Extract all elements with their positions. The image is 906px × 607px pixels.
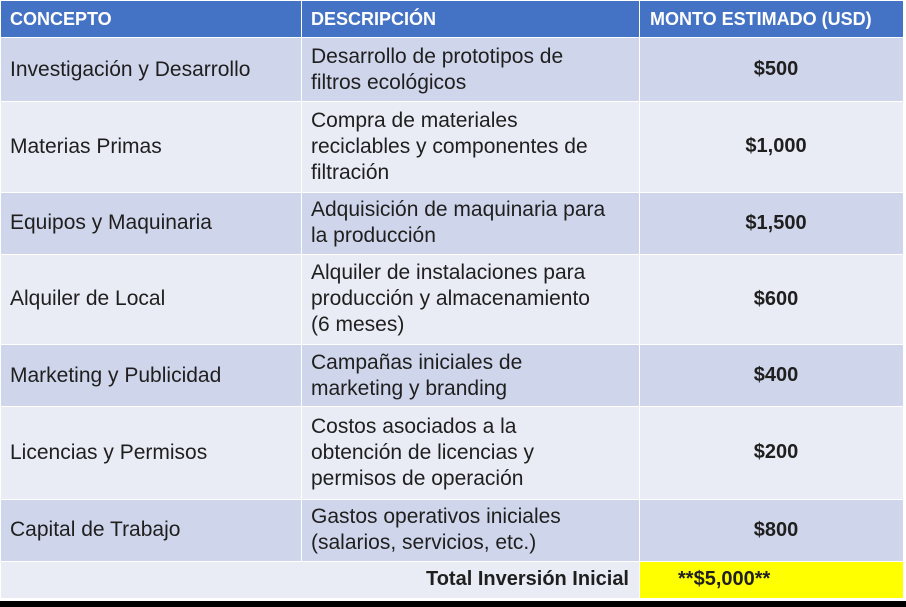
- header-description: DESCRIPCIÓN: [302, 1, 640, 38]
- description-line: filtros ecológicos: [311, 70, 467, 94]
- amount-cell: $1,000: [640, 102, 904, 192]
- concept-cell: Materias Primas: [1, 102, 302, 192]
- description-line: Adquisición de maquinaria para: [311, 198, 606, 222]
- amount-cell: $600: [640, 254, 904, 344]
- description-line: Desarrollo de prototipos de: [311, 44, 564, 68]
- total-label: Total Inversión Inicial: [1, 561, 640, 598]
- amount-cell: $800: [640, 499, 904, 561]
- table-row: [1, 102, 904, 192]
- concept-cell: Alquiler de Local: [1, 254, 302, 344]
- description-line: Alquiler de instalaciones para: [311, 261, 586, 285]
- description-cell: [302, 192, 640, 254]
- amount-cell: $500: [640, 38, 904, 102]
- description-line: (salarios, servicios, etc.): [311, 531, 537, 555]
- table-row: [1, 407, 904, 499]
- concept-cell: Investigación y Desarrollo: [1, 38, 302, 102]
- concept-cell: Licencias y Permisos: [1, 407, 302, 499]
- table-row: [1, 192, 904, 254]
- table-row: [1, 345, 904, 407]
- table-row: [1, 499, 904, 561]
- description-line: filtración: [311, 160, 390, 184]
- description-line: obtención de licencias y: [311, 440, 534, 464]
- total-row: [1, 561, 904, 598]
- description-line: Gastos operativos iniciales: [311, 505, 561, 529]
- description-line: permisos de operación: [311, 466, 524, 490]
- description-line: (6 meses): [311, 313, 405, 337]
- description-line: reciclables y componentes de: [311, 134, 588, 158]
- description-cell: [302, 407, 640, 499]
- description-line: la producción: [311, 224, 436, 248]
- amount-cell: $400: [640, 345, 904, 407]
- concept-cell: Capital de Trabajo: [1, 499, 302, 561]
- description-cell: [302, 102, 640, 192]
- amount-cell: $200: [640, 407, 904, 499]
- concept-cell: Equipos y Maquinaria: [1, 192, 302, 254]
- description-cell: [302, 499, 640, 561]
- description-cell: [302, 38, 640, 102]
- description-line: Campañas iniciales de: [311, 350, 523, 374]
- description-line: Compra de materiales: [311, 108, 518, 132]
- bottom-border-line: [0, 601, 906, 607]
- table-row: [1, 38, 904, 102]
- description-cell: [302, 254, 640, 344]
- description-line: Costos asociados a la: [311, 414, 517, 438]
- description-line: marketing y branding: [311, 376, 508, 400]
- description-line: producción y almacenamiento: [311, 287, 590, 311]
- table-row: [1, 254, 904, 344]
- concept-cell: Marketing y Publicidad: [1, 345, 302, 407]
- description-cell: [302, 345, 640, 407]
- total-value: **$5,000**: [640, 561, 904, 598]
- header-amount: MONTO ESTIMADO (USD): [640, 1, 904, 38]
- header-concept: CONCEPTO: [1, 1, 302, 38]
- amount-cell: $1,500: [640, 192, 904, 254]
- table-header-row: [1, 1, 904, 38]
